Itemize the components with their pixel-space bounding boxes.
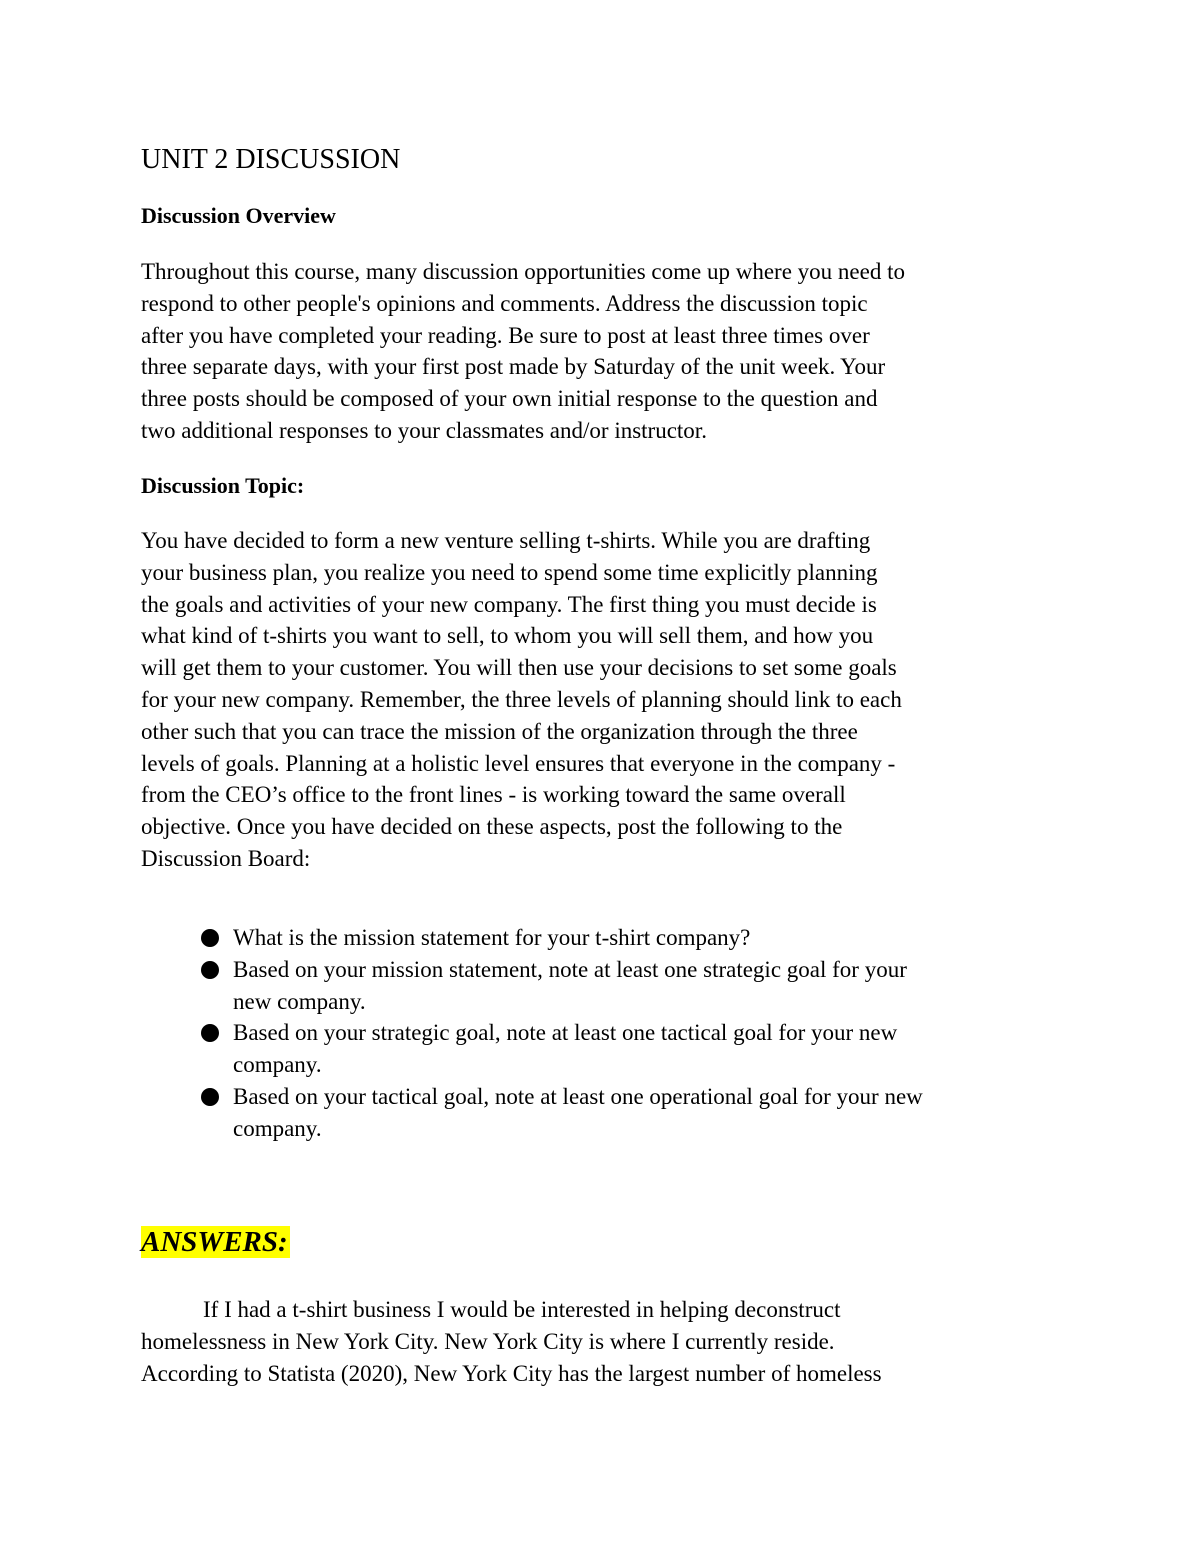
topic-line: from the CEO’s office to the front lines - is working toward the same overall — [141, 782, 846, 808]
overview-line: after you have completed your reading. Be sure to post at least three times over — [141, 322, 870, 348]
list-item-text: company. — [233, 1115, 322, 1141]
topic-line: You have decided to form a new venture selling t-shirts. While you are drafting — [141, 528, 871, 553]
question-list — [201, 922, 1061, 1145]
answer-paragraph — [141, 1294, 1061, 1389]
list-item-text: new company. — [233, 988, 366, 1014]
answer-line: homelessness in New York City. New York City is where I currently reside. — [141, 1328, 835, 1354]
topic-line: your business plan, you realize you need to spend some time explicitly planning — [141, 559, 878, 585]
answer-line: According to Statista (2020), New York City has the largest number of homeless — [141, 1360, 882, 1386]
overview-line: Throughout this course, many discussion opportunities come up where you need to — [141, 259, 905, 284]
list-item — [201, 1081, 1061, 1145]
bullet-icon — [201, 1024, 219, 1042]
topic-line: other such that you can trace the mission of the organization through the three — [141, 718, 858, 744]
topic-line: Discussion Board: — [141, 845, 311, 871]
list-item — [201, 954, 1061, 1018]
topic-line: the goals and activities of your new company. The first thing you must decide is — [141, 591, 877, 617]
topic-line: for your new company. Remember, the three levels of planning should link to each — [141, 686, 902, 712]
answers-heading — [141, 1224, 290, 1260]
overview-line: two additional responses to your classmates and/or instructor. — [141, 417, 707, 443]
list-item — [201, 1017, 1061, 1081]
list-item — [201, 922, 1061, 954]
bullet-icon — [201, 1088, 219, 1106]
overview-paragraph — [141, 256, 1061, 447]
overview-heading: Discussion Overview — [141, 203, 336, 228]
answer-line: If I had a t-shirt business I would be interested in helping deconstruct — [203, 1297, 841, 1322]
document-title: UNIT 2 DISCUSSION — [141, 144, 401, 175]
topic-line: what kind of t-shirts you want to sell, to whom you will sell them, and how you — [141, 623, 874, 649]
topic-heading: Discussion Topic: — [141, 473, 305, 498]
topic-line: levels of goals. Planning at a holistic level ensures that everyone in the company - — [141, 750, 896, 776]
list-item-text: Based on your mission statement, note at least one strategic goal for your — [233, 956, 907, 982]
list-item-text: company. — [233, 1052, 322, 1078]
bullet-icon — [201, 961, 219, 979]
overview-line: three posts should be composed of your own initial response to the question and — [141, 386, 878, 412]
list-item-text: What is the mission statement for your t-shirt company? — [233, 925, 751, 950]
list-item-text: Based on your strategic goal, note at least one tactical goal for your new — [233, 1020, 898, 1046]
overview-line: three separate days, with your first post made by Saturday of the unit week. Your — [141, 354, 886, 380]
overview-line: respond to other people's opinions and comments. Address the discussion topic — [141, 290, 868, 316]
topic-paragraph — [141, 525, 1061, 875]
answers-label: ANSWERS: — [141, 1226, 288, 1258]
list-item-text: Based on your tactical goal, note at least one operational goal for your new — [233, 1083, 923, 1109]
topic-line: objective. Once you have decided on these aspects, post the following to the — [141, 814, 843, 840]
topic-line: will get them to your customer. You will then use your decisions to set some goals — [141, 655, 897, 681]
bullet-icon — [201, 929, 219, 947]
